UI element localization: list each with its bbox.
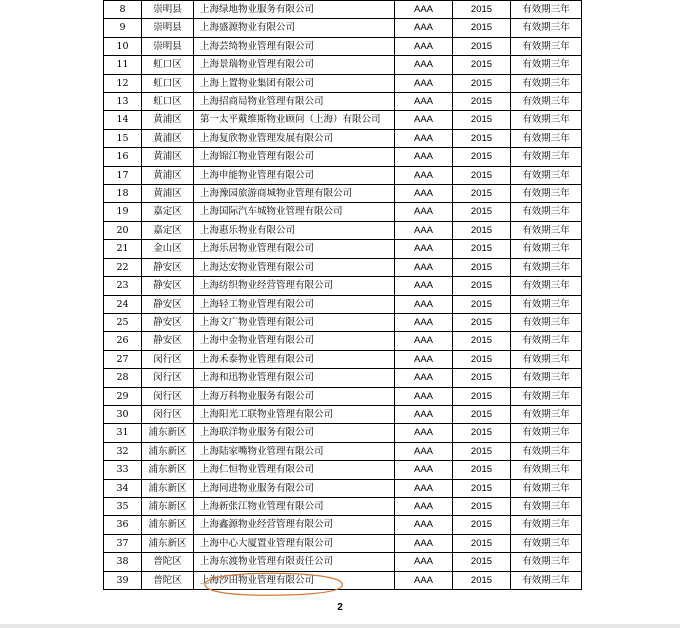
- year-cell: 2015: [453, 534, 511, 552]
- company-name-cell: 第一太平戴维斯物业顾问（上海）有限公司: [194, 111, 395, 129]
- table-row: [104, 56, 582, 74]
- district-cell: 崇明县: [142, 1, 194, 19]
- district-cell: 嘉定区: [142, 203, 194, 221]
- rating-cell: AAA: [395, 93, 453, 111]
- row-number-cell: 31: [104, 424, 142, 442]
- table-row: [104, 185, 582, 203]
- rating-cell: AAA: [395, 479, 453, 497]
- validity-cell: 有效期三年: [511, 166, 582, 184]
- row-number-cell: 17: [104, 166, 142, 184]
- table-row: [104, 277, 582, 295]
- company-name-cell: 上海东渡物业管理有限责任公司: [194, 553, 395, 571]
- validity-cell: 有效期三年: [511, 185, 582, 203]
- rating-cell: AAA: [395, 442, 453, 460]
- company-name-cell: 上海申能物业管理有限公司: [194, 166, 395, 184]
- table-row: [104, 461, 582, 479]
- year-cell: 2015: [453, 203, 511, 221]
- row-number-cell: 8: [104, 1, 142, 19]
- row-number-cell: 33: [104, 461, 142, 479]
- year-cell: 2015: [453, 516, 511, 534]
- table-row: [104, 19, 582, 37]
- district-cell: 浦东新区: [142, 497, 194, 515]
- company-name-cell: 上海锦江物业管理有限公司: [194, 148, 395, 166]
- year-cell: 2015: [453, 313, 511, 331]
- company-name-cell: 上海仁恒物业管理有限公司: [194, 461, 395, 479]
- page-number: 2: [337, 602, 343, 613]
- year-cell: 2015: [453, 442, 511, 460]
- validity-cell: 有效期三年: [511, 240, 582, 258]
- year-cell: 2015: [453, 553, 511, 571]
- district-cell: 闵行区: [142, 387, 194, 405]
- rating-cell: AAA: [395, 221, 453, 239]
- row-number-cell: 19: [104, 203, 142, 221]
- district-cell: 虹口区: [142, 74, 194, 92]
- row-number-cell: 15: [104, 129, 142, 147]
- rating-cell: AAA: [395, 332, 453, 350]
- table-row: [104, 350, 582, 368]
- table-row: [104, 129, 582, 147]
- table-body: [104, 1, 582, 590]
- district-cell: 黄浦区: [142, 166, 194, 184]
- table-row: [104, 332, 582, 350]
- validity-cell: 有效期三年: [511, 571, 582, 589]
- district-cell: 浦东新区: [142, 534, 194, 552]
- table-row: [104, 203, 582, 221]
- district-cell: 黄浦区: [142, 129, 194, 147]
- row-number-cell: 21: [104, 240, 142, 258]
- row-number-cell: 27: [104, 350, 142, 368]
- year-cell: 2015: [453, 166, 511, 184]
- table-row: [104, 479, 582, 497]
- year-cell: 2015: [453, 56, 511, 74]
- validity-cell: 有效期三年: [511, 74, 582, 92]
- validity-cell: 有效期三年: [511, 129, 582, 147]
- row-number-cell: 14: [104, 111, 142, 129]
- row-number-cell: 22: [104, 258, 142, 276]
- rating-cell: AAA: [395, 387, 453, 405]
- table-row: [104, 405, 582, 423]
- year-cell: 2015: [453, 74, 511, 92]
- validity-cell: 有效期三年: [511, 442, 582, 460]
- table-row: [104, 74, 582, 92]
- company-name-cell: 上海同进物业服务有限公司: [194, 479, 395, 497]
- rating-cell: AAA: [395, 19, 453, 37]
- table-row: [104, 424, 582, 442]
- row-number-cell: 37: [104, 534, 142, 552]
- company-name-cell: 上海中金物业管理有限公司: [194, 332, 395, 350]
- company-name-cell: 上海豫园旅游商城物业管理有限公司: [194, 185, 395, 203]
- validity-cell: 有效期三年: [511, 1, 582, 19]
- row-number-cell: 38: [104, 553, 142, 571]
- company-name-cell: 上海联洋物业服务有限公司: [194, 424, 395, 442]
- validity-cell: 有效期三年: [511, 332, 582, 350]
- table-row: [104, 369, 582, 387]
- company-name-cell: 上海国际汽车城物业管理有限公司: [194, 203, 395, 221]
- district-cell: 普陀区: [142, 553, 194, 571]
- company-name-cell: 上海乐居物业管理有限公司: [194, 240, 395, 258]
- rating-cell: AAA: [395, 497, 453, 515]
- validity-cell: 有效期三年: [511, 148, 582, 166]
- rating-cell: AAA: [395, 37, 453, 55]
- validity-cell: 有效期三年: [511, 295, 582, 313]
- rating-cell: AAA: [395, 516, 453, 534]
- validity-cell: 有效期三年: [511, 203, 582, 221]
- company-name-cell: 上海芸绮物业管理有限公司: [194, 37, 395, 55]
- validity-cell: 有效期三年: [511, 369, 582, 387]
- company-name-cell: 上海万科物业服务有限公司: [194, 387, 395, 405]
- company-name-cell: 上海绿地物业服务有限公司: [194, 1, 395, 19]
- rating-cell: AAA: [395, 203, 453, 221]
- district-cell: 浦东新区: [142, 424, 194, 442]
- table-row: [104, 295, 582, 313]
- rating-cell: AAA: [395, 258, 453, 276]
- company-name-cell: 上海惠乐物业有限公司: [194, 221, 395, 239]
- company-name-cell: 上海和迅物业管理有限公司: [194, 369, 395, 387]
- year-cell: 2015: [453, 93, 511, 111]
- district-cell: 崇明县: [142, 37, 194, 55]
- year-cell: 2015: [453, 258, 511, 276]
- year-cell: 2015: [453, 129, 511, 147]
- row-number-cell: 36: [104, 516, 142, 534]
- year-cell: 2015: [453, 185, 511, 203]
- table-row: [104, 221, 582, 239]
- year-cell: 2015: [453, 571, 511, 589]
- rating-cell: AAA: [395, 350, 453, 368]
- validity-cell: 有效期三年: [511, 56, 582, 74]
- district-cell: 静安区: [142, 277, 194, 295]
- validity-cell: 有效期三年: [511, 37, 582, 55]
- rating-cell: AAA: [395, 129, 453, 147]
- rating-cell: AAA: [395, 424, 453, 442]
- validity-cell: 有效期三年: [511, 479, 582, 497]
- district-cell: 静安区: [142, 258, 194, 276]
- validity-cell: 有效期三年: [511, 553, 582, 571]
- row-number-cell: 11: [104, 56, 142, 74]
- company-name-cell: 上海鑫源物业经营管理有限公司: [194, 516, 395, 534]
- validity-cell: 有效期三年: [511, 93, 582, 111]
- table-row: [104, 166, 582, 184]
- row-number-cell: 34: [104, 479, 142, 497]
- rating-cell: AAA: [395, 185, 453, 203]
- year-cell: 2015: [453, 332, 511, 350]
- company-name-cell: 上海禾泰物业管理有限公司: [194, 350, 395, 368]
- row-number-cell: 35: [104, 497, 142, 515]
- year-cell: 2015: [453, 295, 511, 313]
- table-row: [104, 516, 582, 534]
- rating-cell: AAA: [395, 1, 453, 19]
- table-row: [104, 111, 582, 129]
- row-number-cell: 9: [104, 19, 142, 37]
- table-row: [104, 571, 582, 589]
- row-number-cell: 23: [104, 277, 142, 295]
- district-cell: 虹口区: [142, 56, 194, 74]
- rating-cell: AAA: [395, 295, 453, 313]
- validity-cell: 有效期三年: [511, 387, 582, 405]
- district-cell: 嘉定区: [142, 221, 194, 239]
- row-number-cell: 24: [104, 295, 142, 313]
- year-cell: 2015: [453, 19, 511, 37]
- company-name-cell: 上海达安物业管理有限公司: [194, 258, 395, 276]
- company-rating-table: [103, 0, 582, 590]
- rating-cell: AAA: [395, 405, 453, 423]
- district-cell: 黄浦区: [142, 148, 194, 166]
- district-cell: 浦东新区: [142, 479, 194, 497]
- row-number-cell: 28: [104, 369, 142, 387]
- table-row: [104, 1, 582, 19]
- validity-cell: 有效期三年: [511, 424, 582, 442]
- row-number-cell: 39: [104, 571, 142, 589]
- district-cell: 黄浦区: [142, 185, 194, 203]
- validity-cell: 有效期三年: [511, 497, 582, 515]
- district-cell: 崇明县: [142, 19, 194, 37]
- year-cell: 2015: [453, 221, 511, 239]
- district-cell: 虹口区: [142, 93, 194, 111]
- row-number-cell: 29: [104, 387, 142, 405]
- year-cell: 2015: [453, 461, 511, 479]
- table-row: [104, 148, 582, 166]
- rating-cell: AAA: [395, 571, 453, 589]
- company-name-cell: 上海纺织物业经营管理有限公司: [194, 277, 395, 295]
- rating-cell: AAA: [395, 534, 453, 552]
- row-number-cell: 10: [104, 37, 142, 55]
- company-name-cell: 上海文广物业管理有限公司: [194, 313, 395, 331]
- district-cell: 闵行区: [142, 369, 194, 387]
- district-cell: 金山区: [142, 240, 194, 258]
- district-cell: 浦东新区: [142, 461, 194, 479]
- validity-cell: 有效期三年: [511, 405, 582, 423]
- validity-cell: 有效期三年: [511, 534, 582, 552]
- validity-cell: 有效期三年: [511, 277, 582, 295]
- table-row: [104, 93, 582, 111]
- company-name-cell: 上海新张江物业管理有限公司: [194, 497, 395, 515]
- company-name-cell: 上海沙田物业管理有限公司: [194, 571, 395, 589]
- row-number-cell: 13: [104, 93, 142, 111]
- district-cell: 静安区: [142, 313, 194, 331]
- district-cell: 普陀区: [142, 571, 194, 589]
- row-number-cell: 16: [104, 148, 142, 166]
- validity-cell: 有效期三年: [511, 19, 582, 37]
- table-row: [104, 534, 582, 552]
- table-row: [104, 387, 582, 405]
- rating-cell: AAA: [395, 313, 453, 331]
- year-cell: 2015: [453, 37, 511, 55]
- row-number-cell: 30: [104, 405, 142, 423]
- year-cell: 2015: [453, 240, 511, 258]
- year-cell: 2015: [453, 497, 511, 515]
- rating-cell: AAA: [395, 56, 453, 74]
- company-name-cell: 上海阳光工联物业管理有限公司: [194, 405, 395, 423]
- page-bottom-gutter: [0, 624, 680, 628]
- company-name-cell: 上海中心大厦置业管理有限公司: [194, 534, 395, 552]
- company-name-cell: 上海陆家嘴物业管理有限公司: [194, 442, 395, 460]
- company-name-cell: 上海招商局物业管理有限公司: [194, 93, 395, 111]
- row-number-cell: 12: [104, 74, 142, 92]
- year-cell: 2015: [453, 1, 511, 19]
- year-cell: 2015: [453, 111, 511, 129]
- company-name-cell: 上海轻工物业管理有限公司: [194, 295, 395, 313]
- rating-cell: AAA: [395, 111, 453, 129]
- table-row: [104, 258, 582, 276]
- year-cell: 2015: [453, 277, 511, 295]
- rating-cell: AAA: [395, 461, 453, 479]
- validity-cell: 有效期三年: [511, 516, 582, 534]
- district-cell: 浦东新区: [142, 516, 194, 534]
- validity-cell: 有效期三年: [511, 313, 582, 331]
- district-cell: 黄浦区: [142, 111, 194, 129]
- district-cell: 闵行区: [142, 405, 194, 423]
- year-cell: 2015: [453, 405, 511, 423]
- validity-cell: 有效期三年: [511, 221, 582, 239]
- rating-cell: AAA: [395, 166, 453, 184]
- company-name-cell: 上海景瑞物业管理有限公司: [194, 56, 395, 74]
- table-row: [104, 37, 582, 55]
- rating-cell: AAA: [395, 148, 453, 166]
- year-cell: 2015: [453, 350, 511, 368]
- rating-cell: AAA: [395, 553, 453, 571]
- table-row: [104, 553, 582, 571]
- rating-cell: AAA: [395, 369, 453, 387]
- year-cell: 2015: [453, 479, 511, 497]
- rating-cell: AAA: [395, 240, 453, 258]
- row-number-cell: 32: [104, 442, 142, 460]
- rating-cell: AAA: [395, 277, 453, 295]
- table-row: [104, 313, 582, 331]
- validity-cell: 有效期三年: [511, 461, 582, 479]
- table-row: [104, 240, 582, 258]
- validity-cell: 有效期三年: [511, 111, 582, 129]
- district-cell: 静安区: [142, 332, 194, 350]
- row-number-cell: 25: [104, 313, 142, 331]
- year-cell: 2015: [453, 424, 511, 442]
- table-row: [104, 442, 582, 460]
- row-number-cell: 18: [104, 185, 142, 203]
- validity-cell: 有效期三年: [511, 350, 582, 368]
- company-name-cell: 上海盛源物业有限公司: [194, 19, 395, 37]
- district-cell: 闵行区: [142, 350, 194, 368]
- year-cell: 2015: [453, 148, 511, 166]
- year-cell: 2015: [453, 387, 511, 405]
- table-row: [104, 497, 582, 515]
- year-cell: 2015: [453, 369, 511, 387]
- district-cell: 静安区: [142, 295, 194, 313]
- rating-cell: AAA: [395, 74, 453, 92]
- validity-cell: 有效期三年: [511, 258, 582, 276]
- company-name-cell: 上海复欣物业管理发展有限公司: [194, 129, 395, 147]
- district-cell: 浦东新区: [142, 442, 194, 460]
- company-name-cell: 上海上置物业集团有限公司: [194, 74, 395, 92]
- row-number-cell: 20: [104, 221, 142, 239]
- row-number-cell: 26: [104, 332, 142, 350]
